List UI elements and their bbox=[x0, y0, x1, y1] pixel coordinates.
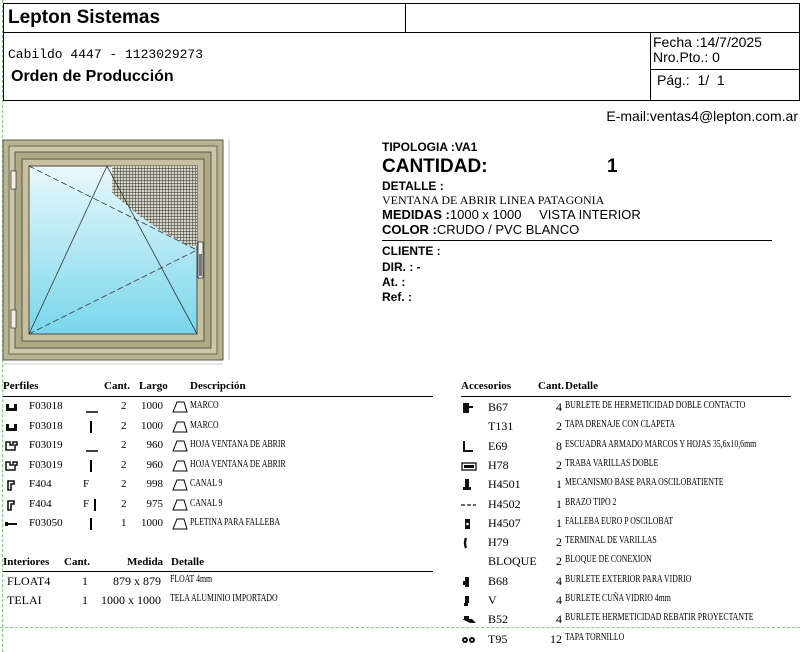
bevel-shape-icon bbox=[172, 440, 188, 452]
accesorio-code: H4502 bbox=[488, 496, 521, 511]
accesorio-detalle-text: TRABA VARILLAS DOBLE bbox=[565, 457, 659, 469]
accesorios-cant-header: Cant. bbox=[538, 380, 564, 392]
cut-indicator-icon bbox=[86, 517, 102, 531]
cut-indicator-icon bbox=[86, 439, 102, 453]
accesorio-detalle-text: TERMINAL DE VARILLAS bbox=[565, 535, 657, 547]
info-divider bbox=[382, 240, 772, 241]
interior-cant: 1 bbox=[82, 574, 88, 588]
email-label: E-mail:ventas4@lepton.com.ar bbox=[606, 108, 798, 124]
accesorio-detalle-text: MECANISMO BASE PARA OSCILOBATIENTE bbox=[565, 477, 724, 489]
accesorio-cant: 12 bbox=[550, 631, 562, 646]
accessory-icon bbox=[461, 613, 477, 627]
perfil-largo: 998 bbox=[146, 478, 163, 490]
perfil-cant: 2 bbox=[121, 458, 127, 471]
accesorio-code: B67 bbox=[488, 400, 509, 414]
company-name: Lepton Sistemas bbox=[8, 7, 161, 28]
perfil-desc-text: HOJA VENTANA DE ABRIR bbox=[190, 458, 286, 470]
perfil-cut-label: F bbox=[83, 478, 90, 490]
perfil-largo: 1000 bbox=[141, 419, 163, 432]
interior-code: FLOAT4 bbox=[7, 574, 51, 588]
accesorio-code: H4501 bbox=[488, 477, 521, 492]
window-diagram bbox=[0, 138, 240, 366]
cantidad-value: 1 bbox=[607, 156, 618, 177]
perfiles-row bbox=[3, 478, 433, 494]
accesorios-row bbox=[461, 554, 791, 570]
interior-code: TELAI bbox=[7, 593, 42, 607]
accesorios-title: Accesorios bbox=[461, 380, 512, 392]
perfil-cant: 2 bbox=[121, 497, 127, 510]
accesorio-cant: 1 bbox=[556, 477, 562, 492]
tipologia-label: TIPOLOGIA :VA1 bbox=[382, 140, 478, 154]
medidas-label: MEDIDAS : bbox=[382, 207, 450, 222]
accesorio-code: H4507 bbox=[488, 515, 521, 530]
document-title: Orden de Producción bbox=[11, 68, 174, 85]
cliente-label: CLIENTE : bbox=[382, 244, 441, 258]
accesorio-detalle-text: BRAZO TIPO 2 bbox=[565, 496, 617, 508]
accesorio-code: E69 bbox=[488, 438, 508, 453]
accessory-icon bbox=[461, 575, 477, 589]
accesorios-row bbox=[461, 439, 791, 455]
accesorio-detalle-text: TAPA DRENAJE CON CLAPETA bbox=[565, 419, 676, 431]
window-drawing bbox=[0, 138, 240, 366]
accesorios-detalle-header: Detalle bbox=[565, 380, 598, 392]
perfil-desc-text: CANAL 9 bbox=[190, 478, 223, 489]
perfiles-cant-header: Cant. bbox=[104, 380, 130, 392]
perfil-code: F404 bbox=[29, 497, 52, 510]
bevel-shape-icon bbox=[172, 499, 188, 511]
perfil-code: F03018 bbox=[29, 400, 63, 412]
accesorio-cant: 2 bbox=[556, 535, 562, 550]
perfiles-row bbox=[3, 517, 433, 533]
accesorio-code: B52 bbox=[488, 612, 509, 627]
accesorios-row bbox=[461, 612, 791, 628]
accesorios-row bbox=[461, 574, 791, 590]
perfil-cant: 2 bbox=[121, 400, 127, 412]
cut-indicator-icon bbox=[86, 400, 102, 414]
perfil-code: F03019 bbox=[29, 439, 63, 451]
accesorio-cant: 4 bbox=[556, 573, 562, 588]
perfil-largo: 1000 bbox=[141, 400, 163, 412]
accesorios-row bbox=[461, 419, 791, 435]
interior-medida: 1000 x 1000 bbox=[101, 593, 161, 607]
cut-indicator-icon bbox=[86, 420, 102, 434]
perfil-cant: 1 bbox=[121, 517, 127, 529]
accesorio-detalle-text: BLOQUE DE CONEXION bbox=[565, 554, 652, 566]
accesorio-cant: 8 bbox=[556, 438, 562, 453]
perfil-desc-text: MARCO bbox=[190, 419, 219, 431]
page-number: Pág.: 1/ 1 bbox=[657, 72, 725, 88]
interiores-header-rule bbox=[3, 571, 433, 572]
accesorios-row bbox=[461, 516, 791, 532]
profile-icon bbox=[5, 518, 19, 531]
perfiles-largo-header: Largo bbox=[139, 380, 168, 392]
dir-label: DIR. : - bbox=[382, 260, 421, 274]
color-label: COLOR : bbox=[382, 222, 437, 237]
accesorio-cant: 2 bbox=[556, 554, 562, 569]
interiores-cant-header: Cant. bbox=[64, 556, 90, 568]
accesorio-detalle-text: BURLETE DE HERMETICIDAD DOBLE CONTACTO bbox=[565, 400, 746, 411]
cantidad-label: CANTIDAD: bbox=[382, 156, 488, 177]
accessory-icon bbox=[461, 633, 477, 647]
accesorio-code: B68 bbox=[488, 573, 509, 588]
perfiles-desc-header: Descripción bbox=[190, 380, 246, 392]
accesorio-cant: 1 bbox=[556, 496, 562, 511]
perfil-desc-text: CANAL 9 bbox=[190, 497, 223, 509]
color-line bbox=[382, 222, 579, 237]
address-box bbox=[3, 32, 651, 101]
accesorio-detalle-text: BURLETE HERMETICIDAD REBATIR PROYECTANTE bbox=[565, 612, 754, 624]
profile-icon bbox=[5, 401, 19, 414]
perfil-cant: 2 bbox=[121, 419, 127, 432]
accesorios-row bbox=[461, 593, 791, 609]
perfiles-header-rule bbox=[3, 396, 433, 397]
cut-indicator-icon bbox=[86, 459, 102, 473]
profile-icon bbox=[5, 440, 19, 453]
accesorio-code: V bbox=[488, 593, 497, 607]
perfil-cant: 2 bbox=[121, 439, 127, 451]
perfiles-row bbox=[3, 439, 433, 455]
medidas-value: 1000 x 1000 bbox=[449, 207, 522, 222]
color-value: CRUDO / PVC BLANCO bbox=[436, 222, 580, 237]
accessory-icon bbox=[461, 594, 477, 608]
bevel-shape-icon bbox=[172, 518, 188, 530]
perfil-desc-text: HOJA VENTANA DE ABRIR bbox=[190, 439, 286, 450]
accessory-icon bbox=[461, 440, 477, 454]
accesorios-row bbox=[461, 477, 791, 493]
perfil-largo: 960 bbox=[146, 439, 163, 451]
perfiles-row bbox=[3, 420, 433, 436]
accesorios-row bbox=[461, 400, 791, 416]
perfil-largo: 1000 bbox=[141, 517, 163, 529]
detalle-text: VENTANA DE ABRIR LINEA PATAGONIA bbox=[382, 193, 605, 207]
perfil-desc-text: PLETINA PARA FALLEBA bbox=[190, 517, 281, 528]
accesorio-code: H79 bbox=[488, 535, 509, 550]
accessory-icon bbox=[461, 478, 477, 492]
bevel-shape-icon bbox=[172, 479, 188, 491]
perfiles-row bbox=[3, 400, 433, 416]
accesorio-cant: 4 bbox=[556, 593, 562, 607]
accessory-icon bbox=[461, 498, 477, 512]
perfiles-row bbox=[3, 498, 433, 514]
profile-icon bbox=[5, 460, 19, 473]
profile-icon bbox=[5, 479, 19, 492]
interiores-detalle-header: Detalle bbox=[171, 556, 204, 568]
perfiles-title: Perfiles bbox=[3, 380, 39, 392]
accesorios-row bbox=[461, 497, 791, 513]
interiores-row bbox=[3, 593, 433, 609]
date-label: Fecha :14/7/2025 bbox=[653, 34, 762, 50]
header-box-right-top bbox=[405, 3, 800, 33]
accessory-icon bbox=[461, 536, 477, 550]
vista-label: VISTA INTERIOR bbox=[539, 207, 641, 222]
accessory-icon bbox=[461, 517, 477, 531]
accesorio-code: H78 bbox=[488, 457, 509, 472]
accesorio-code: T131 bbox=[488, 419, 514, 434]
accesorio-detalle-text: FALLEBA EURO P OSCILOBAT bbox=[565, 515, 674, 527]
accesorio-detalle-text: BURLETE EXTERIOR PARA VIDRIO bbox=[565, 573, 692, 585]
accesorio-cant: 1 bbox=[556, 515, 562, 530]
accesorio-cant: 2 bbox=[556, 419, 562, 434]
ref-label: Ref. : bbox=[382, 290, 412, 304]
accesorio-detalle-text: BURLETE CUÑA VIDRIO 4mm bbox=[565, 593, 671, 604]
profile-icon bbox=[5, 499, 19, 512]
company-address: Cabildo 4447 - 1123029273 bbox=[8, 47, 204, 62]
medidas-line bbox=[382, 207, 641, 222]
accesorios-row bbox=[461, 458, 791, 474]
perfil-code: F03019 bbox=[29, 458, 63, 471]
interior-medida: 879 x 879 bbox=[113, 574, 161, 588]
accesorio-code: T95 bbox=[488, 631, 508, 646]
accesorio-cant: 2 bbox=[556, 457, 562, 472]
accesorios-row bbox=[461, 535, 791, 551]
perfil-code: F03018 bbox=[29, 419, 63, 432]
accessory-icon bbox=[461, 401, 477, 415]
interiores-title: Interiores bbox=[3, 556, 50, 568]
profile-icon bbox=[5, 421, 19, 434]
accessory-icon bbox=[461, 459, 477, 473]
detalle-label: DETALLE : bbox=[382, 179, 444, 193]
bevel-shape-icon bbox=[172, 401, 188, 413]
accesorios-row bbox=[461, 632, 791, 648]
perfil-largo: 975 bbox=[146, 497, 163, 510]
perfil-desc-text: MARCO bbox=[190, 400, 219, 411]
perfil-cant: 2 bbox=[121, 478, 127, 490]
perfil-cut-label: F bbox=[83, 497, 90, 510]
accesorio-detalle-text: TAPA TORNILLO bbox=[565, 631, 625, 643]
perfiles-row bbox=[3, 459, 433, 475]
interior-cant: 1 bbox=[82, 593, 88, 607]
accesorio-code: BLOQUE bbox=[488, 554, 537, 569]
interiores-medida-header: Medida bbox=[127, 556, 164, 568]
perfil-code: F03050 bbox=[29, 517, 63, 529]
accesorio-detalle-text: ESCUADRA ARMADO MARCOS Y HOJAS 35,6x10,6mm bbox=[565, 438, 757, 450]
accesorios-header-rule bbox=[461, 396, 791, 397]
interior-detalle-text: TELA ALUMINIO IMPORTADO bbox=[170, 593, 278, 604]
interior-detalle-text: FLOAT 4mm bbox=[170, 574, 213, 585]
nro-pto-label: Nro.Pto.: 0 bbox=[653, 49, 720, 65]
bevel-shape-icon bbox=[172, 460, 188, 472]
at-label: At. : bbox=[382, 275, 406, 289]
perfil-largo: 960 bbox=[146, 458, 163, 471]
bevel-shape-icon bbox=[172, 421, 188, 433]
accesorio-cant: 4 bbox=[556, 400, 562, 414]
interiores-row bbox=[3, 574, 433, 590]
accesorio-cant: 4 bbox=[556, 612, 562, 627]
perfil-code: F404 bbox=[29, 478, 52, 490]
